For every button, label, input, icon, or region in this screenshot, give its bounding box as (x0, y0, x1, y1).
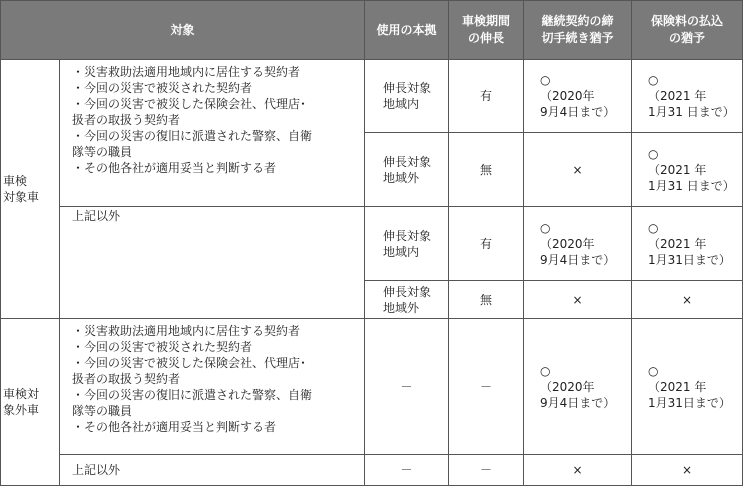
condition-item: ・今回の災害で被災した保険会社、代理店･ (72, 356, 307, 370)
premium-cell (632, 60, 743, 133)
premium-cell (632, 133, 743, 207)
condition-item: ・今回の災害で被災された契約者 (72, 81, 253, 95)
condition-item: ・今回の災害で被災した保険会社、代理店･ (72, 97, 307, 111)
renewal-cell (524, 319, 632, 455)
circle-mark: ○ (540, 73, 551, 87)
condition-item: ・その他各社が適用妥当と判断する者 (72, 161, 277, 175)
condition-item: ・災害救助法適用地域内に居住する契約者 (72, 324, 301, 338)
premium-cross: × (632, 455, 743, 486)
renewal-cross: × (524, 133, 632, 207)
renewal-deadline: （2020年 9月4日まで） (540, 379, 616, 410)
premium-cell (632, 319, 743, 455)
premium-cross: × (632, 281, 743, 319)
circle-mark: ○ (648, 363, 659, 378)
header-renewal: 継続契約の締 切手続き猶予 (524, 1, 632, 60)
condition-item: 扱者の取扱う契約者 (72, 372, 181, 386)
renewal-cross: × (524, 281, 632, 319)
premium-deadline: （2021 年 1月31 日まで） (648, 89, 735, 119)
circle-mark: ○ (648, 146, 659, 161)
circle-mark: ○ (540, 363, 551, 378)
usage-inside: 伸長対象 地域内 (365, 60, 449, 133)
premium-cell (632, 207, 743, 281)
category-non-inspection-car: 車検対 象外車 (1, 319, 60, 486)
inspection-dash: － (449, 319, 524, 455)
category-inspection-car: 車検 対象車 (1, 60, 60, 319)
premium-deadline: （2021 年 1月31日まで） (648, 379, 731, 410)
premium-deadline: （2021 年 1月31日まで） (648, 236, 731, 267)
usage-dash: － (365, 319, 449, 455)
table-row (1, 207, 743, 281)
condition-item: ・その他各社が適用妥当と判断する者 (72, 420, 277, 434)
usage-inside: 伸長対象 地域内 (365, 207, 449, 281)
header-usage: 使用の本拠 (365, 1, 449, 60)
renewal-cell (524, 60, 632, 133)
other-condition: 上記以外 (60, 207, 365, 319)
header-inspection: 車検期間 の伸長 (449, 1, 524, 60)
other-condition: 上記以外 (60, 455, 365, 486)
condition-item: 隊等の職員 (72, 404, 133, 418)
usage-outside: 伸長対象 地域外 (365, 281, 449, 319)
header-row (1, 1, 743, 60)
condition-item: ・今回の災害の復旧に派遣された警察、自衛 (72, 129, 313, 143)
inspection-yes: 有 (449, 60, 524, 133)
inspection-no: 無 (449, 133, 524, 207)
inspection-yes: 有 (449, 207, 524, 281)
renewal-deadline: （2020年 9月4日まで） (540, 89, 616, 119)
premium-deadline: （2021 年 1月31 日まで） (648, 162, 735, 193)
header-premium: 保険料の払込 の猶予 (632, 1, 743, 60)
renewal-cell (524, 207, 632, 281)
affected-conditions-list (60, 60, 365, 207)
header-target: 対象 (1, 1, 365, 60)
usage-outside: 伸長対象 地域外 (365, 133, 449, 207)
circle-mark: ○ (648, 73, 659, 87)
circle-mark: ○ (648, 220, 659, 235)
table-row (1, 319, 743, 455)
condition-item: ・今回の災害の復旧に派遣された警察、自衛 (72, 388, 313, 402)
table-row (1, 455, 743, 486)
inspection-dash: － (449, 455, 524, 486)
circle-mark: ○ (540, 220, 551, 235)
condition-item: ・災害救助法適用地域内に居住する契約者 (72, 65, 301, 79)
condition-item: 隊等の職員 (72, 145, 133, 159)
renewal-deadline: （2020年 9月4日まで） (540, 236, 616, 267)
table-row (1, 60, 743, 133)
condition-item: 扱者の取扱う契約者 (72, 113, 181, 127)
usage-dash: － (365, 455, 449, 486)
inspection-no: 無 (449, 281, 524, 319)
affected-conditions-list (60, 319, 365, 455)
condition-item: ・今回の災害で被災された契約者 (72, 340, 253, 354)
renewal-cross: × (524, 455, 632, 486)
